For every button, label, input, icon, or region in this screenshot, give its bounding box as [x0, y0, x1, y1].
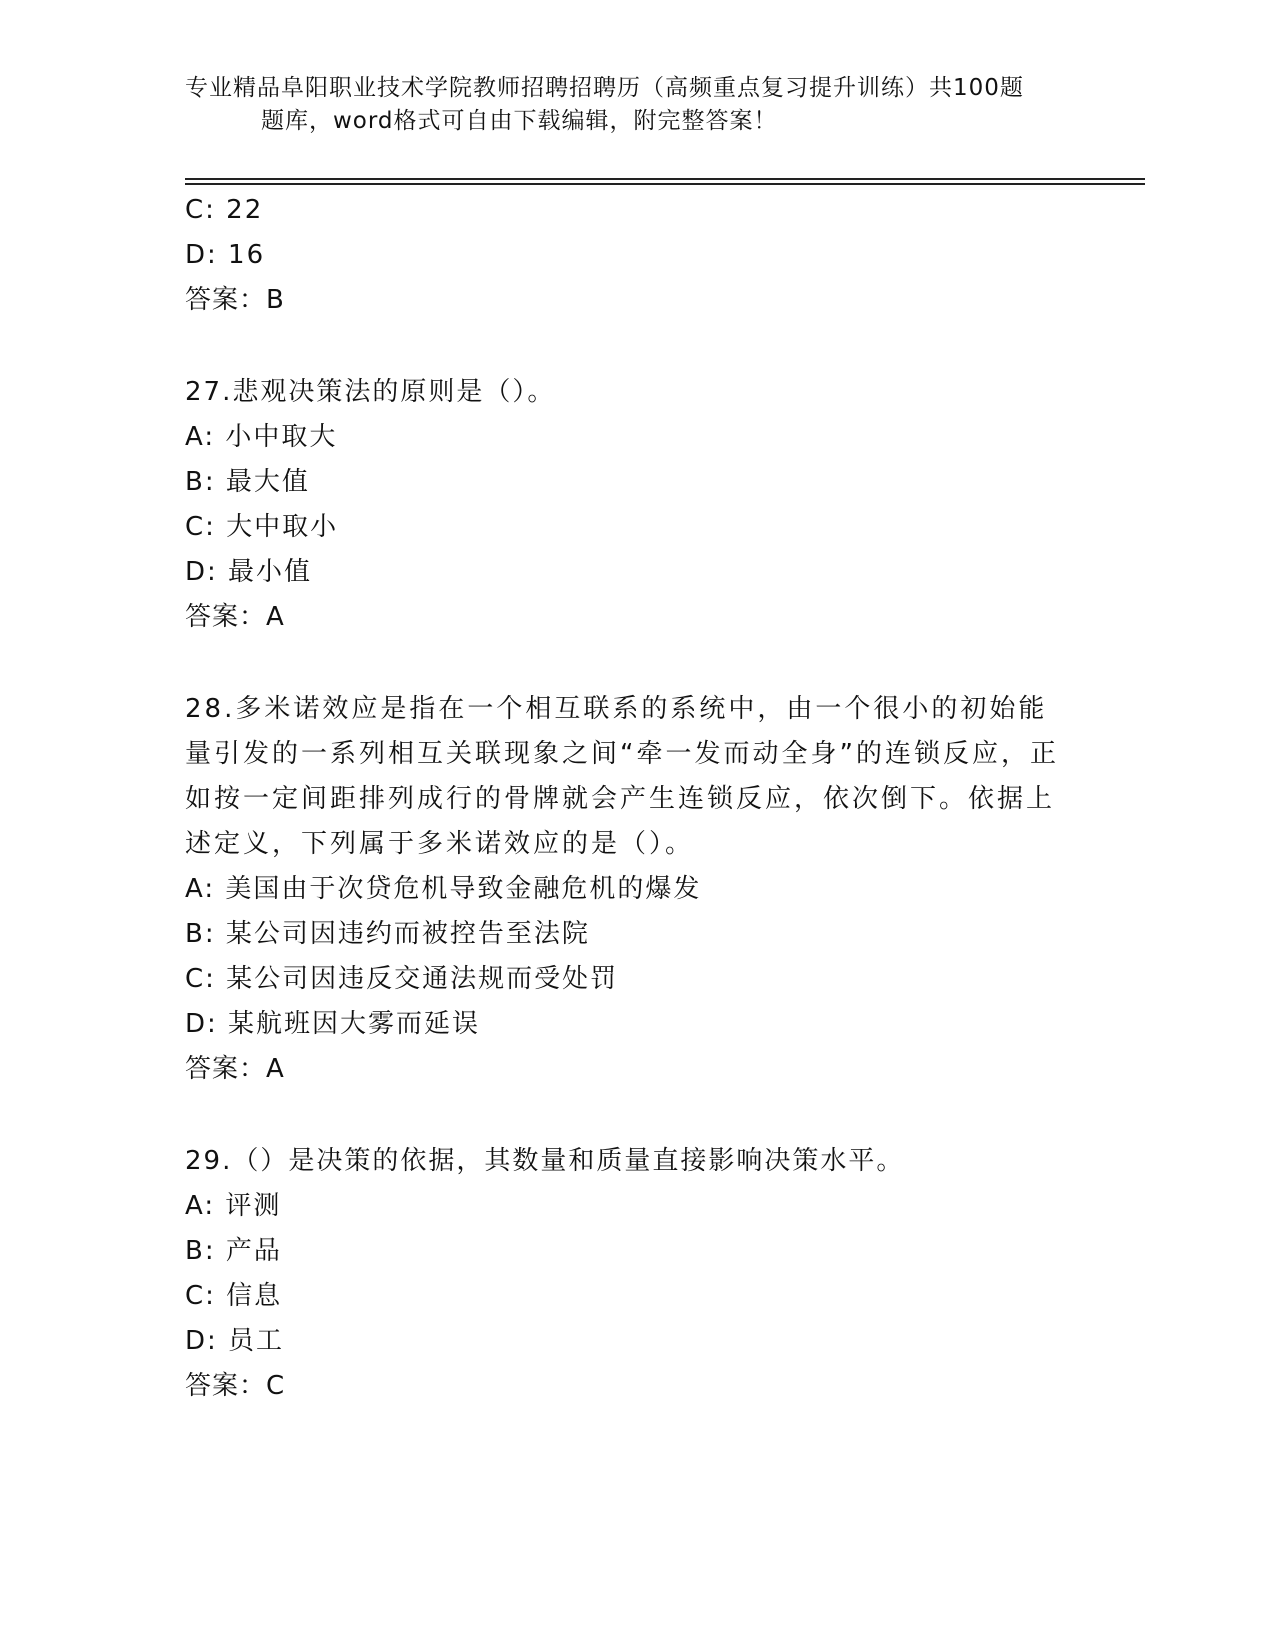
- question-stem: 28.多米诺效应是指在一个相互联系的系统中，由一个很小的初始能量引发的一系列相互关联现象之间“牵一发而动全身”的连锁反应，正如按一定间距排列成行的骨牌就会产生连锁反应，依次倒下。依据上述定义，下列属于多米诺效应的是（）。: [185, 694, 1059, 859]
- answer-line: 答案：C: [185, 1371, 286, 1401]
- option-a: A: 小中取大: [185, 422, 338, 452]
- option-c: C: 某公司因违反交通法规而受处罚: [185, 964, 619, 994]
- header-rule-top: [185, 178, 1145, 180]
- option-d: D: 最小值: [185, 557, 313, 587]
- answer-line: 答案：A: [185, 602, 285, 632]
- option-d: D: 员工: [185, 1326, 285, 1356]
- header-title-line2: 题库，word格式可自由下载编辑，附完整答案！: [261, 108, 778, 134]
- option-b: B: 最大值: [185, 467, 310, 497]
- answer-line: 答案：A: [185, 1054, 285, 1084]
- option-c: C: 22: [185, 195, 264, 225]
- question-26-tail: [185, 188, 1085, 323]
- option-d: D: 某航班因大雾而延误: [185, 1009, 481, 1039]
- spacer: [185, 640, 1085, 687]
- option-a: A: 美国由于次贷危机导致金融危机的爆发: [185, 874, 702, 904]
- option-c: C: 信息: [185, 1281, 283, 1311]
- document-header: [185, 72, 1065, 138]
- option-d: D: 16: [185, 240, 266, 270]
- header-rule-bottom: [185, 183, 1145, 185]
- spacer: [185, 1092, 1085, 1139]
- question-stem: 27.悲观决策法的原则是（）。: [185, 377, 556, 407]
- question-29: [185, 1139, 1085, 1409]
- answer-line: 答案：B: [185, 285, 285, 315]
- option-b: B: 某公司因违约而被控告至法院: [185, 919, 590, 949]
- option-b: B: 产品: [185, 1236, 282, 1266]
- question-list: [185, 188, 1085, 1409]
- header-title-line1: 专业精品阜阳职业技术学院教师招聘招聘历（高频重点复习提升训练）共100题: [185, 75, 1024, 101]
- question-stem: 29.（）是决策的依据，其数量和质量直接影响决策水平。: [185, 1146, 905, 1176]
- spacer: [185, 323, 1085, 370]
- option-a: A: 评测: [185, 1191, 282, 1221]
- question-27: [185, 370, 1085, 640]
- question-28: [185, 687, 1085, 1092]
- option-c: C: 大中取小: [185, 512, 339, 542]
